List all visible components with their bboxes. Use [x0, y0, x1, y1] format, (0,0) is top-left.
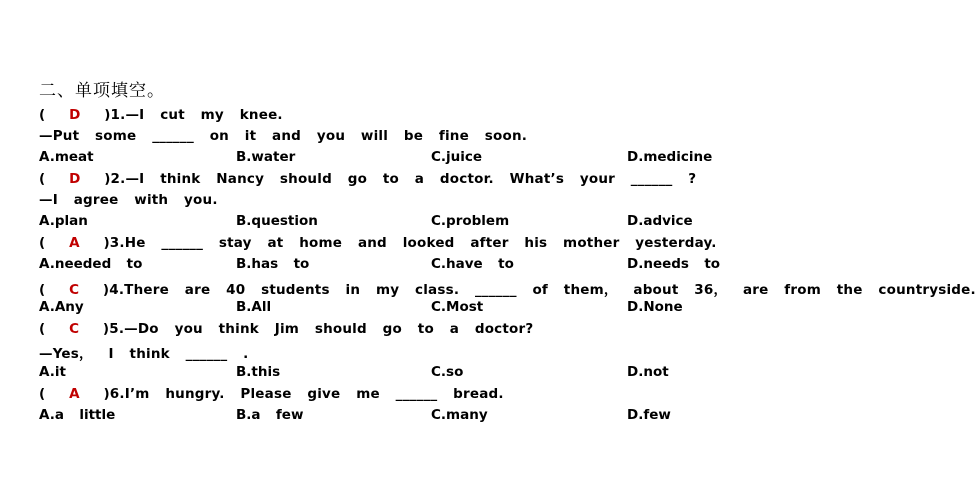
question-6-text: )6.I’m hungry. Please give me ______ bread. [103, 386, 504, 402]
question-1-stem: ( D )1.—I cut my knee. [39, 107, 283, 123]
question-4-answer: C [69, 282, 80, 298]
question-5-answer: C [69, 321, 80, 337]
question-2-answer: D [69, 171, 81, 187]
section-heading: 二、单项填空。 [39, 81, 165, 101]
question-4-option-b: B.All [236, 299, 272, 315]
question-2-line2: —I agree with you. [39, 192, 218, 208]
question-2-option-a: A.plan [39, 213, 88, 229]
question-6-option-d: D.few [627, 407, 671, 423]
question-2-text: )2.—I think Nancy should go to a doctor. What’s your ______ ? [104, 171, 697, 187]
question-4-option-c: C.Most [431, 299, 484, 315]
question-3-option-d: D.needs to [627, 256, 721, 272]
question-2-stem: ( D )2.—I think Nancy should go to a doctor. What’s your ______ ? [39, 171, 697, 187]
question-4-text: )4.There are 40 students in my class. ______ of them， about 36， are from the countryside. [102, 282, 976, 298]
question-3-option-a: A.needed to [39, 256, 143, 272]
question-2-option-b: B.question [236, 213, 318, 229]
question-1-line2: —Put some ______ on it and you will be fine soon. [39, 128, 528, 144]
question-5-option-b: B.this [236, 364, 281, 380]
question-3-stem: ( A )3.He ______ stay at home and looked after his mother yesterday. [39, 235, 717, 251]
question-5-option-c: C.so [431, 364, 464, 380]
question-3-option-c: C.have to [431, 256, 514, 272]
question-5-stem: ( C )5.—Do you think Jim should go to a doctor? [39, 321, 534, 337]
question-6-option-a: A.a little [39, 407, 116, 423]
question-5-option-a: A.it [39, 364, 66, 380]
question-1-option-c: C.juice [431, 149, 483, 165]
question-3-answer: A [69, 235, 80, 251]
question-6-option-b: B.a few [236, 407, 304, 423]
question-5-line2: —Yes， I think ______ . [39, 346, 249, 362]
question-1-option-d: D.medicine [627, 149, 713, 165]
question-1-option-a: A.meat [39, 149, 94, 165]
question-3-text: )3.He ______ stay at home and looked after his mother yesterday. [103, 235, 717, 251]
question-1-text: )1.—I cut my knee. [104, 107, 283, 123]
question-4-option-d: D.None [627, 299, 683, 315]
question-5-text: )5.—Do you think Jim should go to a doctor? [102, 321, 534, 337]
question-2-option-c: C.problem [431, 213, 510, 229]
question-2-option-d: D.advice [627, 213, 693, 229]
question-1-option-b: B.water [236, 149, 296, 165]
question-4-stem: ( C )4.There are 40 students in my class. ______ of them， about 36， are from the countryside. [39, 282, 976, 298]
question-1-answer: D [69, 107, 81, 123]
question-6-stem: ( A )6.I’m hungry. Please give me ______ bread. [39, 386, 504, 402]
question-5-option-d: D.not [627, 364, 669, 380]
question-6-option-c: C.many [431, 407, 488, 423]
question-4-option-a: A.Any [39, 299, 84, 315]
question-6-answer: A [69, 386, 80, 402]
question-3-option-b: B.has to [236, 256, 310, 272]
